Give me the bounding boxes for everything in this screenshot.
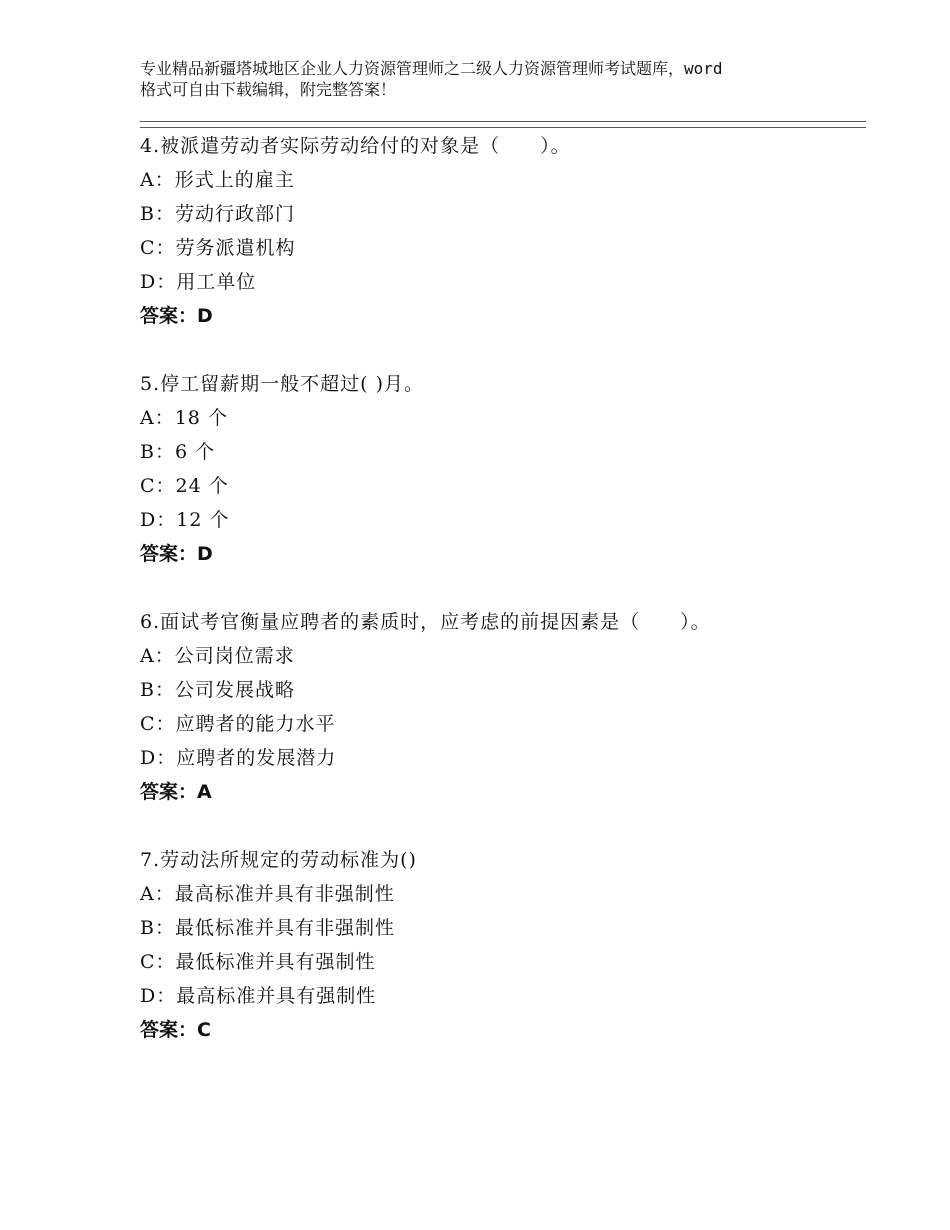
option-c: C：劳务派遣机构: [140, 237, 296, 259]
option-d: D：应聘者的发展潜力: [140, 747, 337, 769]
question-6: [140, 605, 866, 843]
option-b: B：劳动行政部门: [140, 203, 295, 225]
answer-line: 答案：A: [140, 781, 212, 803]
option-c: C：最低标准并具有强制性: [140, 951, 376, 973]
question-7: [140, 843, 866, 1047]
question-stem: 5.停工留薪期一般不超过( )月。: [140, 373, 424, 395]
option-c: C：应聘者的能力水平: [140, 713, 336, 735]
option-d: D：12 个: [140, 509, 230, 531]
header-line-2: 格式可自由下载编辑，附完整答案！: [140, 80, 397, 99]
header-line-1: 专业精品新疆塔城地区企业人力资源管理师之二级人力资源管理师考试题库，word: [140, 59, 723, 78]
question-stem: 4.被派遣劳动者实际劳动给付的对象是（ ）。: [140, 135, 571, 157]
option-a: A：公司岗位需求: [140, 645, 295, 667]
option-c: C：24 个: [140, 475, 229, 497]
option-a: A：18 个: [140, 407, 228, 429]
answer-line: 答案：C: [140, 1019, 211, 1041]
question-4: [140, 129, 866, 367]
question-stem: 7.劳动法所规定的劳动标准为(): [140, 849, 417, 871]
question-list: [140, 129, 866, 1047]
option-b: B：公司发展战略: [140, 679, 295, 701]
answer-line: 答案：D: [140, 543, 213, 565]
option-d: D：最高标准并具有强制性: [140, 985, 377, 1007]
option-d: D：用工单位: [140, 271, 257, 293]
answer-line: 答案：D: [140, 305, 213, 327]
option-b: B：6 个: [140, 441, 216, 463]
option-b: B：最低标准并具有非强制性: [140, 917, 395, 939]
question-5: [140, 367, 866, 605]
option-a: A：形式上的雇主: [140, 169, 295, 191]
option-a: A：最高标准并具有非强制性: [140, 883, 395, 905]
header-divider: [140, 121, 866, 128]
question-stem: 6.面试考官衡量应聘者的素质时，应考虑的前提因素是（ ）。: [140, 611, 711, 633]
document-header: [140, 58, 840, 100]
